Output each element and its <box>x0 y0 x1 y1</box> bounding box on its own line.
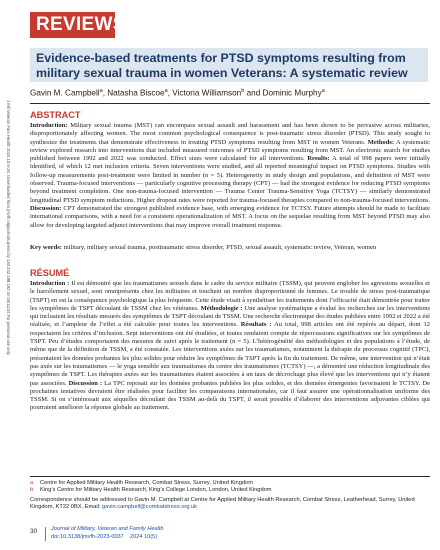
author-affil-mark: a <box>164 88 168 94</box>
author-name: Victoria Williamson <box>172 88 242 98</box>
doi-text: doi:10.3138/jmvfh-2023-0037 <box>51 534 124 540</box>
divider-bottom <box>30 476 430 477</box>
resume-methods: Une analyse systématique a évalué les recherches sur les interventions qui incluaient les résultats mesurés des symptômes de TSPT découlant de TSSM. Une recherche électronique des études publiées entre 1992 et 2022 a été réalisée, et l’ampleur de l’effet a été calculée pour toutes les interventions. <box>30 304 431 329</box>
doi-link[interactable] <box>51 534 157 540</box>
author-affil-mark: b <box>241 88 245 94</box>
keywords-list: military, military sexual trauma, posttraumatic stress disorder, PTSD, sexual assault, systematic review, Veteran, women <box>61 244 377 251</box>
author-affil-mark: a <box>99 88 103 94</box>
keywords <box>30 244 430 252</box>
correspondence-note <box>30 497 430 511</box>
author-name: Gavin M. Campbell <box>30 88 100 98</box>
section-banner: REVIEWS <box>30 12 115 38</box>
author-list: Gavin M. Campbell$^a$, Natasha Biscoe$^a$, Victoria Williamson$^b$ and Dominic Murphy$^a$ <box>30 88 325 98</box>
resume-intro: Il est démontré que les traumatismes sexuels dans le cadre du service militaire (TSSM), qui peuvent englober les agressions sexuelles et le harcèlement sexuel, sont omniprésents chez les militaires et touchent un nombre disproportionné de femmes. Le trouble de stress post-traumatique (TSPT) en est la conséquence psychologique la plus fréquente. Cette étude visait à synthétiser les traitements dont l’efficacité était démontrée pour traiter les symptômes de TSPT découlant de TSSM chez les vétéranes. <box>30 280 430 312</box>
abstract-methods-label: Methods: <box>367 138 395 146</box>
resume-intro-label: Introduction : <box>30 280 70 287</box>
abstract-results-label: Results: <box>307 155 330 163</box>
correspondence-text: Correspondence should be addressed to Gavin M. Campbell at Centre for Applied Military Health Research, Combat Stress, Leatherhead, Surrey, United Kingdom, KT22 0BX. Email: <box>30 497 415 511</box>
resume-body <box>30 280 430 413</box>
affiliation-label: b <box>30 487 34 494</box>
keywords-label: Key words: <box>30 244 62 251</box>
page-number: 30 <box>30 528 38 535</box>
abstract-heading: ABSTRACT <box>30 110 81 120</box>
footer-separator <box>45 527 46 541</box>
abstract-methods: A systematic review explored research into interventions that included measured outcomes of PTSD symptoms resulting from MST. An electronic search for studies published between 1992 and 2022 was conducted. Effect sizes were calculated for all interventions. <box>30 138 430 163</box>
page-footer <box>30 526 430 542</box>
abstract-body <box>30 122 430 230</box>
download-notice-strip <box>2 100 12 470</box>
author-name: Natasha Biscoe <box>107 88 165 98</box>
volume-issue: 2024 10(5) <box>130 534 158 540</box>
affiliation-text: Centre for Applied Military Health Research, Combat Stress, Surrey, United Kingdom <box>40 480 253 486</box>
author-name: Dominic Murphy <box>262 88 322 98</box>
abstract-intro: Military sexual trauma (MST) can encompass sexual assault and harassment and has been shown to be pervasive across militaries, disproportionately affecting women. The most common psychological consequence is post-traumatic stress disorder (PTSD). This study sought to synthesize the treatments that demonstrate effectiveness in treating PTSD symptoms resulting from MST in women Veterans. <box>30 122 430 146</box>
journal-name-link[interactable]: Journal of Military, Veteran and Family Health <box>51 526 164 532</box>
download-notice-text: J Mil Veteran Fam Health 2024.10:5-26. Downloaded from jmvfh.utpjournals.press by 130.242.188.192 on 05/11/24 For personal use only. <box>6 100 11 356</box>
resume-results: Au total, 998 articles ont été repérés au départ, dont 12 respectaient les critères d’inclusion. Sept interventions ont été étudiées, et toutes rendaient compte de répercussions significatives sur les symptômes de TSPT. Peu d’études comportaient des mesures de suivi après le traitement (n = 5). L’hétérogénéité des méthodologies et des populations à l’étude, de même que de la définition de TSSM, a été constatée. Les interventions axées sur les traumatismes, notamment la thérapie du processus cognitif (TPC), présentaient les données probantes les plus solides pour réduire les symptômes de TSPT après la fin du traitement. De même, une intervention qui n’était pas axée sur les traumatismes — le yoga sensible aux traumatismes du centre des traumatismes (TCTSY) —, a démontré une réduction longitudinale des symptômes de TSPT. Les thérapies axées sur les traumatismes étaient associées à un taux de décrochage plus élevé que les interventions qui n’y étaient pas associées. <box>30 321 430 387</box>
divider-top <box>30 103 430 104</box>
resume-discussion: La TPC reposait sur les données probantes publiées les plus solides, et des données émergentes favorisaient le TCTSY. De prochaines tentatives devraient être réalisées pour faciliter les comparaisons internationales, car il faut assurer une opérationnalisation uniforme des TSSM. Si on s’intéressait aux séquelles découlant des TSSM au-delà du TSPT, il serait possible d’élaborer des interventions adjuvantes ciblées qui pourraient améliorer la réponse globale au traitement. <box>30 379 430 412</box>
abstract-intro-label: Introduction: <box>30 122 68 129</box>
affiliation-text: King’s Centre for Military Health Research, King’s College London, London, United Kingdom <box>40 487 272 494</box>
resume-discussion-label: Discussion : <box>68 379 103 387</box>
author-affil-mark: a <box>321 88 325 94</box>
affiliation-a <box>30 480 430 487</box>
affiliations <box>30 480 430 494</box>
abstract-discussion-label: Discussion: <box>30 204 62 212</box>
abstract-discussion: CPT demonstrated the strongest published evidence base, with emerging evidence for TCTSY. Future attempts should be made to facilitate international comparisons, with a need for a consistent operationalization of MST. A focus on the sequelae resulting from MST beyond PTSD may also allow for developing targeted adjunct interventions that may improve overall treatment response. <box>30 204 430 229</box>
resume-methods-label: Méthodologie : <box>200 304 243 312</box>
resume-heading: RÉSUMÉ <box>30 268 70 278</box>
correspondence-email-link[interactable]: gavin.campbell@combatstress.org.uk <box>102 504 197 511</box>
affiliation-label: a <box>30 480 34 486</box>
resume-results-label: Résultats : <box>240 321 272 329</box>
abstract-results: A total of 998 papers were initially identified, of which 12 met inclusion criteria. Seven interventions were studied, and all reported meaningful impact on PTSD symptoms. Studies with follow-up measurements post-treatment were limited in number (n = 5). Heterogeneity in study design and populations, and definition of MST were observed. Trauma-focused interventions — particularly cognitive processing therapy (CPT) — had the strongest evidence for reducing PTSD symptoms beyond treatment completion. One non-trauma-focused intervention — Trauma Center Trauma-Sensitive Yoga (TCTSY) — similarly demonstrated longitudinal PTSD symptom reductions. Higher dropout rates were reported for trauma-focused therapies compared to non-trauma-focused interventions. <box>30 155 431 204</box>
article-title: Evidence-based treatments for PTSD symptoms resulting from military sexual trauma in women Veterans: A systematic review <box>36 51 408 80</box>
affiliation-b <box>30 487 430 494</box>
